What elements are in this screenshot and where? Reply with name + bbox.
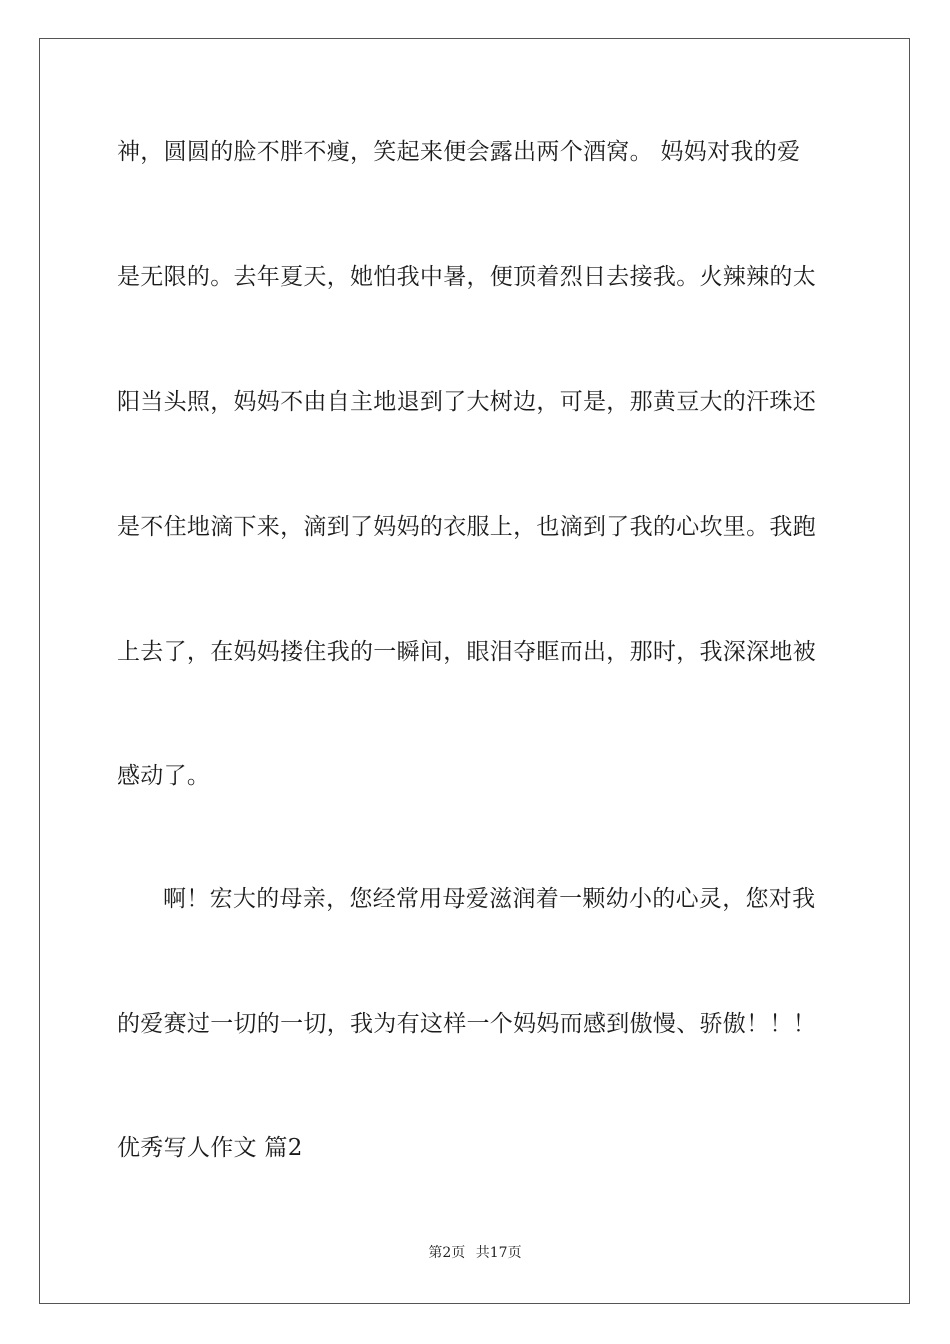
paragraph-line: 神，圆圆的脸不胖不瘦，笑起来便会露出两个酒窝。 妈妈对我的爱: [117, 139, 801, 165]
paragraph-line: 的爱赛过一切的一切，我为有这样一个妈妈而感到傲慢、骄傲！！！: [117, 1011, 816, 1037]
paragraph-line: 上去了，在妈妈搂住我的一瞬间，眼泪夺眶而出，那时，我深深地被: [117, 639, 816, 665]
page-total: 共17页: [475, 1245, 522, 1261]
paragraph-line: 啊！宏大的母亲，您经常用母爱滋润着一颗幼小的心灵，您对我: [163, 886, 816, 912]
paragraph-line: 感动了。: [117, 763, 211, 789]
paragraph-line: 是无限的。去年夏天，她怕我中暑，便顶着烈日去接我。火辣辣的太: [117, 264, 816, 290]
page-number: 第2页: [428, 1245, 466, 1261]
page-border: [39, 38, 910, 1304]
paragraph-line: 阳当头照，妈妈不由自主地退到了大树边，可是，那黄豆大的汗珠还: [117, 389, 816, 415]
paragraph-line: 是不住地滴下来，滴到了妈妈的衣服上，也滴到了我的心坎里。我跑: [117, 514, 816, 540]
section-heading: 优秀写人作文 篇2: [117, 1135, 303, 1161]
page-footer: [0, 1244, 950, 1262]
